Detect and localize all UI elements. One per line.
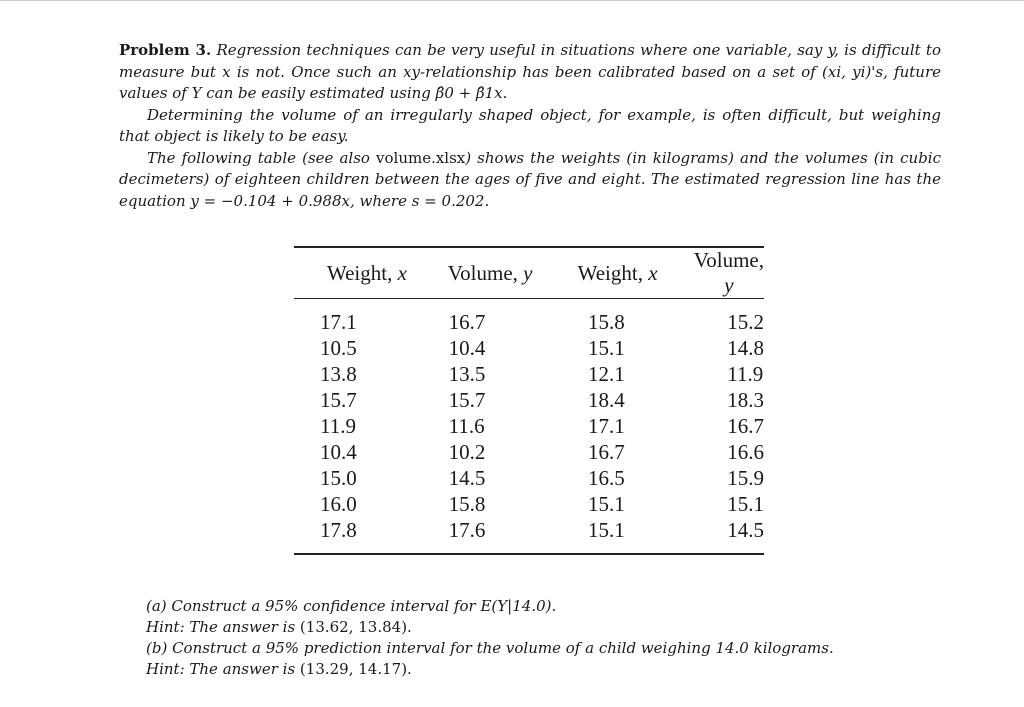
- table-cell: 16.0: [320, 492, 357, 516]
- table-cell: 10.4: [320, 440, 357, 464]
- column-header: [294, 248, 414, 298]
- table-cell: 15.1: [587, 492, 625, 516]
- table-cell: 16.7: [727, 414, 764, 438]
- column-header-variable: y: [724, 273, 734, 297]
- part-b-hint-label: Hint: The answer is: [146, 660, 300, 678]
- table-cell: 10.4: [448, 336, 486, 360]
- column-header: [541, 248, 668, 298]
- problem-intro-text: Regression techniques can be very useful in situations where one variable, say y, is difficult to measure but x is not. Once such an xy-relationship has been calibrated based on a set of (xi, yi)'s, future values of Y can be easily estimated using β̂0 + β̂1x.: [119, 41, 941, 102]
- problem-text: [119, 40, 941, 212]
- table-row: [294, 465, 764, 491]
- column-header-label: Weight,: [577, 260, 649, 285]
- table-row: [294, 299, 764, 335]
- table-cell: 18.4: [587, 388, 625, 412]
- table-cell: 17.1: [587, 414, 625, 438]
- table-cell: 11.9: [727, 362, 764, 386]
- table-cell: 15.2: [727, 310, 764, 334]
- column-header: [414, 248, 541, 298]
- column-header-variable: y: [523, 260, 533, 285]
- regression-equation: y = −0.104 + 0.988x: [190, 191, 350, 210]
- table-cell: 14.8: [727, 336, 764, 360]
- part-a-hint-value: (13.62, 13.84).: [299, 618, 412, 636]
- column-header-label: Volume,: [447, 260, 524, 285]
- table-cell: 15.8: [587, 310, 625, 334]
- table-cell: 10.2: [448, 440, 486, 464]
- table-row: [294, 439, 764, 465]
- part-a-hint: [146, 617, 926, 638]
- table-cell: 13.5: [448, 362, 486, 386]
- table-cell: 12.1: [587, 362, 625, 386]
- data-table: [294, 246, 764, 555]
- table-description-text: ) shows the weights (in kilograms) and the volumes (in cubic decimeters) of eighteen children between the ages of five and eight. The estimated regression line has the equation: [119, 148, 941, 210]
- table-cell: 15.8: [448, 492, 486, 516]
- table-cell: 15.0: [320, 466, 357, 490]
- table-cell: 16.7: [587, 440, 625, 464]
- table-cell: 15.1: [727, 492, 764, 516]
- table-row: [294, 413, 764, 439]
- table-cell: 10.5: [320, 336, 357, 360]
- table-cell: 15.7: [448, 388, 486, 412]
- table-cell: 18.3: [727, 388, 764, 412]
- part-b-hint-value: (13.29, 14.17).: [299, 660, 412, 678]
- table-cell: 17.8: [320, 518, 357, 542]
- problem-intro-paragraph: [119, 40, 941, 105]
- table-cell: 13.8: [320, 362, 357, 386]
- column-header-variable: x: [397, 260, 407, 285]
- table-cell: 15.7: [320, 388, 357, 412]
- standard-error-value: s = 0.202: [411, 191, 485, 210]
- table-cell: 16.5: [587, 466, 625, 490]
- part-b-hint: [146, 659, 926, 680]
- table-row: [294, 517, 764, 553]
- table-cell: 16.7: [448, 310, 486, 334]
- table-row: [294, 335, 764, 361]
- equation-connector: , where: [349, 191, 412, 210]
- column-header: [668, 248, 764, 298]
- table-cell: 16.6: [727, 440, 764, 464]
- table-cell: 14.5: [448, 466, 486, 490]
- column-header-variable: x: [648, 260, 658, 285]
- part-a-question: (a) Construct a 95% confidence interval for E(Y|14.0).: [146, 597, 557, 615]
- problem-volume-paragraph: Determining the volume of an irregularly shaped object, for example, is often difficult, but weighing that object is likely to be easy.: [119, 105, 941, 145]
- column-header-label: Volume,: [693, 248, 764, 272]
- table-cell: 11.6: [448, 414, 485, 438]
- problem-parts: [146, 596, 926, 680]
- table-body: [294, 299, 764, 553]
- table-bottom-rule: [294, 553, 764, 555]
- data-file-name: volume.xlsx: [376, 148, 466, 167]
- table-cell: 14.5: [727, 518, 764, 542]
- top-border-line: [0, 0, 1024, 1]
- table-cell: 17.6: [448, 518, 486, 542]
- problem-table-paragraph: [119, 148, 941, 213]
- table-row: [294, 361, 764, 387]
- table-row: [294, 491, 764, 517]
- table-row: [294, 387, 764, 413]
- problem-label: Problem 3.: [119, 41, 212, 59]
- part-a-hint-label: Hint: The answer is: [146, 618, 300, 636]
- table-cell: 15.1: [587, 518, 625, 542]
- part-b-question: (b) Construct a 95% prediction interval for the volume of a child weighing 14.0 kilograms.: [146, 639, 834, 657]
- table-intro-text: The following table (see also: [147, 148, 377, 167]
- table-cell: 11.9: [320, 414, 356, 438]
- table-cell: 15.9: [727, 466, 764, 490]
- table-header-row: [294, 248, 764, 298]
- sentence-end: .: [484, 191, 490, 210]
- table-cell: 17.1: [320, 310, 357, 334]
- column-header-label: Weight,: [326, 260, 398, 285]
- table-cell: 15.1: [587, 336, 625, 360]
